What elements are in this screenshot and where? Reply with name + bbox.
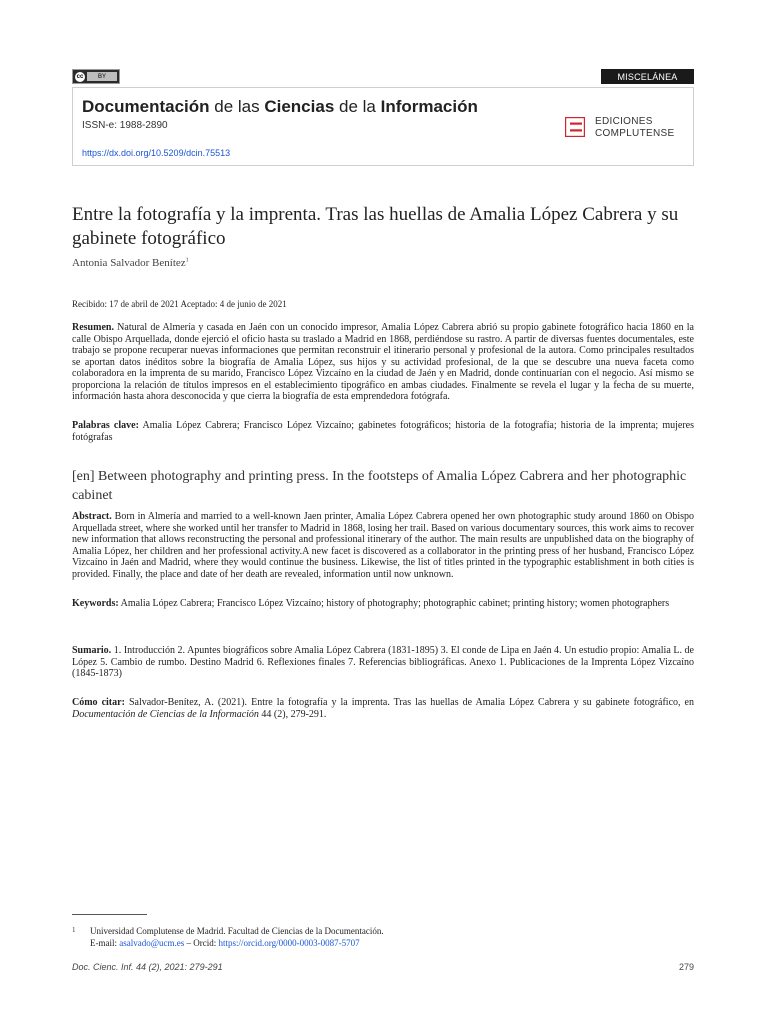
publisher-name: EDICIONES COMPLUTENSE [595, 116, 675, 139]
keywords-label: Keywords: [72, 598, 119, 609]
ediciones-complutense-logo [565, 117, 585, 137]
article-title: Entre la fotografía y la imprenta. Tras las huellas de Amalia López Cabrera y su gabinete fotográfico [72, 204, 679, 249]
author-footnote-mark: 1 [185, 257, 189, 264]
palabras-clave-paragraph: Palabras clave: Amalia López Cabrera; Francisco López Vizcaíno; gabinetes fotográficos; historia de la fotografía; historia de la imprenta; mujeres fotógrafas [72, 420, 694, 443]
page-number: 279 [678, 962, 694, 972]
footnote-affiliation: Universidad Complutense de Madrid. Facultad de Ciencias de la Documentación. [90, 926, 384, 936]
journal-issn: ISSN-e: 1988-2890 [82, 120, 168, 131]
cc-by-label: BY [87, 72, 117, 81]
keywords-paragraph: Keywords: Amalia López Cabrera; Francisco López Vizcaíno; history of photography; photographic cabinet; printing history; women photographers [72, 598, 670, 609]
resumen-paragraph: Resumen. Natural de Almería y casada en Jaén con un conocido impresor, Amalia López Cabrera abrió su propio gabinete fotográfico hacia 1860 en la calle Obispo Arquellada, donde ejerció el oficio hasta su traslado a Madrid en 1868, perdiéndose su rastro. A partir de diversas fuentes documentales, este trabajo se propone recuperar nuevas informaciones que permitan reconstruir el itinerario personal y profesional de la autora. Como principales resultados se aportan datos inéditos sobre la biografía de Amalia López, sus hijos y su actividad profesional, de la que se descubre una nueva faceta como colaboradora en la imprenta de su marido, Francisco López Vizcaíno en la ciudad de Jaén y en Madrid, donde continuarían con el negocio. Así mismo se proporciona la relación de títulos impresos en el establecimiento tipográfico en ambas ciudades. Finalmente se revela el lugar y la fecha de su muerte, información hasta ahora desconocida y que cierra la biografía de esta emprendedora fotógrafa. [72, 322, 694, 402]
english-title: [en] Between photography and printing press. In the footsteps of Amalia López Cabrera and her photographic cabinet [72, 469, 687, 503]
sumario-paragraph: Sumario. 1. Introducción 2. Apuntes biográficos sobre Amalia López Cabrera (1831-1895) 3. El conde de Lipa en Jaén 4. Un estudio propio: Amalia L. de López 5. Cambio de rumbo. Destino Madrid 6. Reflexiones finales 7. Referencias bibliográficas. Anexo 1. Publicaciones de la Imprenta López Vizcaíno (1845-1873) [72, 645, 694, 679]
creative-commons-badge[interactable] [72, 69, 120, 84]
footnote-orcid-link[interactable]: https://orcid.org/0000-0003-0087-5707 [218, 938, 360, 948]
footnote-email-link[interactable]: asalvado@ucm.es [119, 938, 185, 948]
citation-journal: Documentación de Ciencias de la Información [72, 708, 259, 720]
footnote-mark: 1 [72, 926, 76, 934]
doi-link[interactable]: https://dx.doi.org/10.5209/dcin.75513 [82, 148, 231, 158]
footnote-text: Universidad Complutense de Madrid. Facultad de Ciencias de la Documentación. E-mail: asalvado@ucm.es – Orcid: https://orcid.org/0000-0003-0087-5707 [90, 926, 384, 948]
creative-commons-icon: cc [76, 73, 84, 80]
footnote-divider [72, 914, 147, 915]
abstract-paragraph: Abstract. Born in Almería and married to a well-known Jaen printer, Amalia López Cabrera opened her own photographic study around 1860 on Obispo Arquellada street, where she worked until her transfer to Madrid in 1868, losing her trail. Based on various documentary sources, this work aims to recover new information that allows reconstructing the personal and professional itinerary of the author. The main results are unpublished data on the biography of Amalia López, her children and her professional activity.A new facet is discovered as a collaborator in the printing press of her husband, Francisco López Vizcaíno in Jaén and Madrid, where they would continue the business. Likewise, the list of titles printed in the typographic establishment in both cities is provided. Finally, the place and date of her death are revealed, information until now unknown. [72, 511, 694, 580]
footer-journal-reference: Doc. Cienc. Inf. 44 (2), 2021: 279-291 [72, 962, 223, 972]
sumario-label: Sumario. [72, 645, 112, 656]
abstract-label: Abstract. [72, 511, 112, 522]
resumen-label: Resumen. [72, 322, 114, 333]
journal-title: Documentación de las Ciencias de la Información [82, 97, 478, 116]
palabras-clave-label: Palabras clave: [72, 420, 139, 431]
received-dates: Recibido: 17 de abril de 2021 Aceptado: 4 de junio de 2021 [72, 299, 287, 309]
citation-label: Cómo citar: [72, 697, 125, 708]
citation-paragraph: Cómo citar: Salvador-Benítez, A. (2021). Entre la fotografía y la imprenta. Tras las huellas de Amalia López Cabrera y su gabinete fotográfico, en Documentación de Ciencias de la Información 44 (2), 279-291. [72, 697, 694, 720]
section-label: MISCELÁNEA [601, 69, 694, 84]
author-name: Antonia Salvador Benítez$^1$ [72, 257, 189, 269]
